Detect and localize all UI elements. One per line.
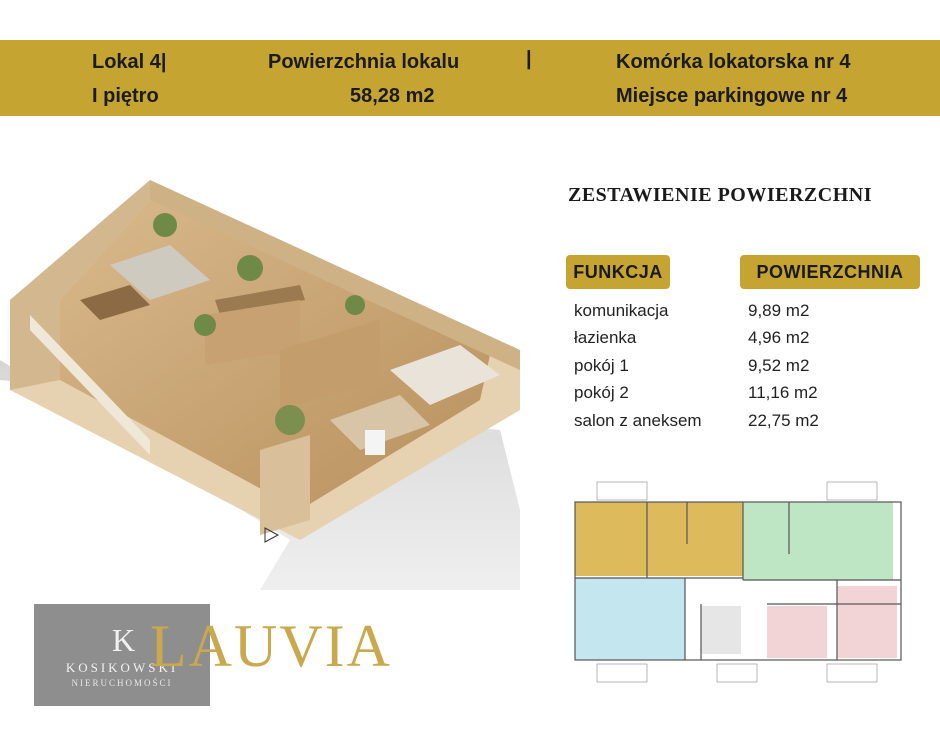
function-header: FUNKCJA	[566, 255, 670, 289]
parking-info: Miejsce parkingowe nr 4	[616, 85, 848, 107]
room-name: pokój 1	[574, 356, 629, 375]
floor-info: I piętro	[92, 85, 159, 107]
logo-subtitle: NIERUCHOMOŚCI	[71, 678, 173, 688]
header-banner	[0, 40, 940, 116]
pink-unit	[837, 586, 897, 658]
room-name: pokój 2	[574, 383, 629, 402]
unit-number: Lokal 4|	[92, 51, 167, 73]
room-name: komunikacja	[574, 301, 669, 320]
room-area: 4,96 m2	[748, 328, 810, 347]
apartment-3d-render	[0, 150, 520, 590]
brand-logo: LAUVIA	[150, 613, 392, 679]
room-area: 22,75 m2	[748, 411, 819, 430]
storage-info: Komórka lokatorska nr 4	[616, 51, 851, 73]
room-name: salon z aneksem	[574, 411, 702, 430]
room-name: łazienka	[574, 328, 637, 347]
area-header: POWIERZCHNIA	[740, 255, 920, 289]
room-area: 9,89 m2	[748, 301, 810, 320]
logo-mark-icon: K	[112, 622, 136, 658]
blue-unit	[575, 578, 685, 660]
area-value: 58,28 m2	[350, 85, 435, 107]
banner-separator: |	[526, 48, 532, 70]
area-label: Powierzchnia lokalu	[268, 51, 460, 73]
room-area: 11,16 m2	[748, 383, 818, 402]
logo-name: KOSIKOWSKI	[65, 660, 179, 675]
summary-title: ZESTAWIENIE POWIERZCHNI	[568, 184, 872, 206]
room-area: 9,52 m2	[748, 356, 810, 375]
floor-plan	[567, 474, 909, 692]
green-unit	[743, 502, 893, 580]
highlighted-unit	[575, 502, 743, 576]
